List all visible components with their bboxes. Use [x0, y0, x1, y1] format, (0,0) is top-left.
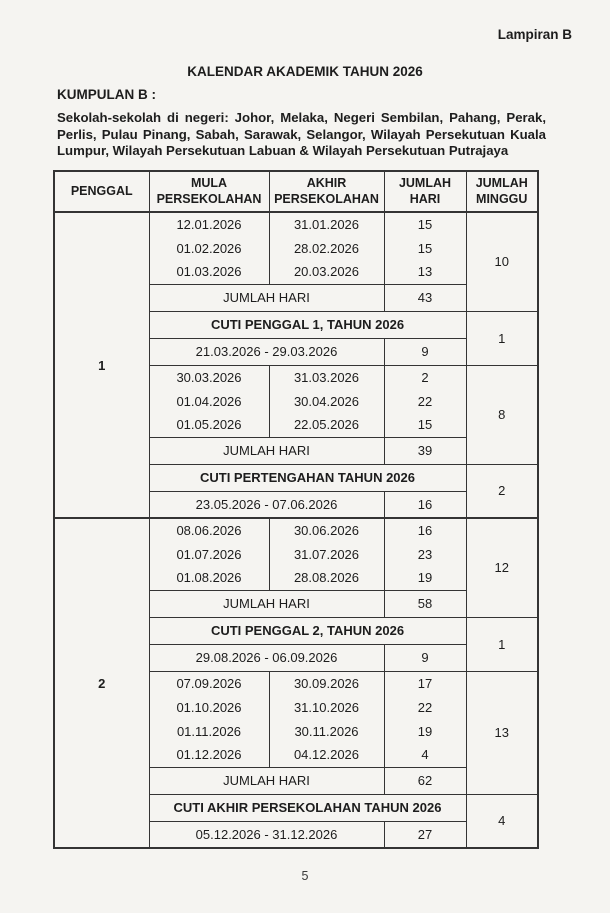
schools-description: Sekolah-sekolah di negeri: Johor, Melaka, Negeri Sembilan, Pahang, Perak, Perlis, Pulau Pinang, Sabah, Sarawak, Selangor, Wilayah Persekutuan Kuala Lumpur, Wilayah Persekutuan Labuan & Wilayah Persekutuan Putrajaya: [57, 110, 546, 158]
akhir-date-cell: 28.02.2026: [269, 236, 384, 260]
jumlah-hari-cell: 15: [384, 413, 466, 437]
akhir-date-cell: 04.12.2026: [269, 743, 384, 767]
cuti-title-cell: CUTI PENGGAL 2, TAHUN 2026: [149, 617, 466, 644]
group-label: KUMPULAN B :: [57, 87, 156, 102]
akhir-date-cell: 22.05.2026: [269, 413, 384, 437]
cuti-hari-cell: 27: [384, 821, 466, 848]
jumlah-hari-label-cell: JUMLAH HARI: [149, 767, 384, 794]
jumlah-hari-label-cell: JUMLAH HARI: [149, 437, 384, 464]
jumlah-hari-label-cell: JUMLAH HARI: [149, 284, 384, 311]
mula-date-cell: 01.04.2026: [149, 389, 269, 413]
akhir-date-cell: 20.03.2026: [269, 260, 384, 284]
col-header-jumlah-hari: JUMLAH HARI: [384, 171, 466, 212]
akhir-date-cell: 31.10.2026: [269, 695, 384, 719]
cuti-title-cell: CUTI PERTENGAHAN TAHUN 2026: [149, 464, 466, 491]
calendar-table: [53, 170, 539, 849]
jumlah-hari-label-cell: JUMLAH HARI: [149, 590, 384, 617]
cuti-range-cell: 23.05.2026 - 07.06.2026: [149, 491, 384, 518]
mula-date-cell: 01.07.2026: [149, 542, 269, 566]
page-number: 5: [301, 869, 309, 883]
jumlah-hari-cell: 19: [384, 719, 466, 743]
jumlah-hari-cell: 4: [384, 743, 466, 767]
jumlah-hari-total-cell: 58: [384, 590, 466, 617]
mula-date-cell: 01.10.2026: [149, 695, 269, 719]
jumlah-hari-cell: 15: [384, 212, 466, 236]
jumlah-minggu-cell: 4: [466, 794, 538, 848]
jumlah-minggu-cell: 8: [466, 365, 538, 464]
penggal-cell: 1: [54, 212, 149, 518]
table-row: [54, 518, 538, 542]
jumlah-hari-cell: 2: [384, 365, 466, 389]
akhir-date-cell: 30.09.2026: [269, 671, 384, 695]
akhir-date-cell: 28.08.2026: [269, 566, 384, 590]
page-title: KALENDAR AKADEMIK TAHUN 2026: [187, 64, 423, 79]
col-header-penggal: PENGGAL: [54, 171, 149, 212]
jumlah-hari-cell: 23: [384, 542, 466, 566]
mula-date-cell: 30.03.2026: [149, 365, 269, 389]
penggal-cell: 2: [54, 518, 149, 848]
cuti-range-cell: 05.12.2026 - 31.12.2026: [149, 821, 384, 848]
jumlah-minggu-cell: 2: [466, 464, 538, 518]
header-row: [54, 171, 538, 212]
cuti-hari-cell: 9: [384, 338, 466, 365]
akhir-date-cell: 31.01.2026: [269, 212, 384, 236]
jumlah-hari-cell: 13: [384, 260, 466, 284]
mula-date-cell: 01.02.2026: [149, 236, 269, 260]
jumlah-minggu-cell: 1: [466, 617, 538, 671]
col-header-jumlah-minggu: JUMLAH MINGGU: [466, 171, 538, 212]
mula-date-cell: 01.12.2026: [149, 743, 269, 767]
col-header-akhir: AKHIR PERSEKOLAHAN: [269, 171, 384, 212]
mula-date-cell: 08.06.2026: [149, 518, 269, 542]
jumlah-minggu-cell: 10: [466, 212, 538, 311]
jumlah-hari-cell: 22: [384, 389, 466, 413]
cuti-hari-cell: 16: [384, 491, 466, 518]
mula-date-cell: 01.03.2026: [149, 260, 269, 284]
jumlah-minggu-cell: 13: [466, 671, 538, 794]
akhir-date-cell: 31.03.2026: [269, 365, 384, 389]
jumlah-hari-cell: 19: [384, 566, 466, 590]
akhir-date-cell: 30.11.2026: [269, 719, 384, 743]
jumlah-minggu-cell: 1: [466, 311, 538, 365]
mula-date-cell: 07.09.2026: [149, 671, 269, 695]
akhir-date-cell: 31.07.2026: [269, 542, 384, 566]
cuti-title-cell: CUTI PENGGAL 1, TAHUN 2026: [149, 311, 466, 338]
jumlah-hari-cell: 17: [384, 671, 466, 695]
jumlah-hari-cell: 22: [384, 695, 466, 719]
cuti-range-cell: 29.08.2026 - 06.09.2026: [149, 644, 384, 671]
mula-date-cell: 12.01.2026: [149, 212, 269, 236]
mula-date-cell: 01.05.2026: [149, 413, 269, 437]
jumlah-hari-cell: 15: [384, 236, 466, 260]
jumlah-hari-total-cell: 62: [384, 767, 466, 794]
cuti-title-cell: CUTI AKHIR PERSEKOLAHAN TAHUN 2026: [149, 794, 466, 821]
jumlah-hari-cell: 16: [384, 518, 466, 542]
col-header-mula: MULA PERSEKOLAHAN: [149, 171, 269, 212]
jumlah-hari-total-cell: 39: [384, 437, 466, 464]
akhir-date-cell: 30.04.2026: [269, 389, 384, 413]
mula-date-cell: 01.08.2026: [149, 566, 269, 590]
cuti-hari-cell: 9: [384, 644, 466, 671]
corner-label: Lampiran B: [497, 27, 572, 42]
jumlah-minggu-cell: 12: [466, 518, 538, 617]
table-row: [54, 212, 538, 236]
cuti-range-cell: 21.03.2026 - 29.03.2026: [149, 338, 384, 365]
akhir-date-cell: 30.06.2026: [269, 518, 384, 542]
jumlah-hari-total-cell: 43: [384, 284, 466, 311]
mula-date-cell: 01.11.2026: [149, 719, 269, 743]
